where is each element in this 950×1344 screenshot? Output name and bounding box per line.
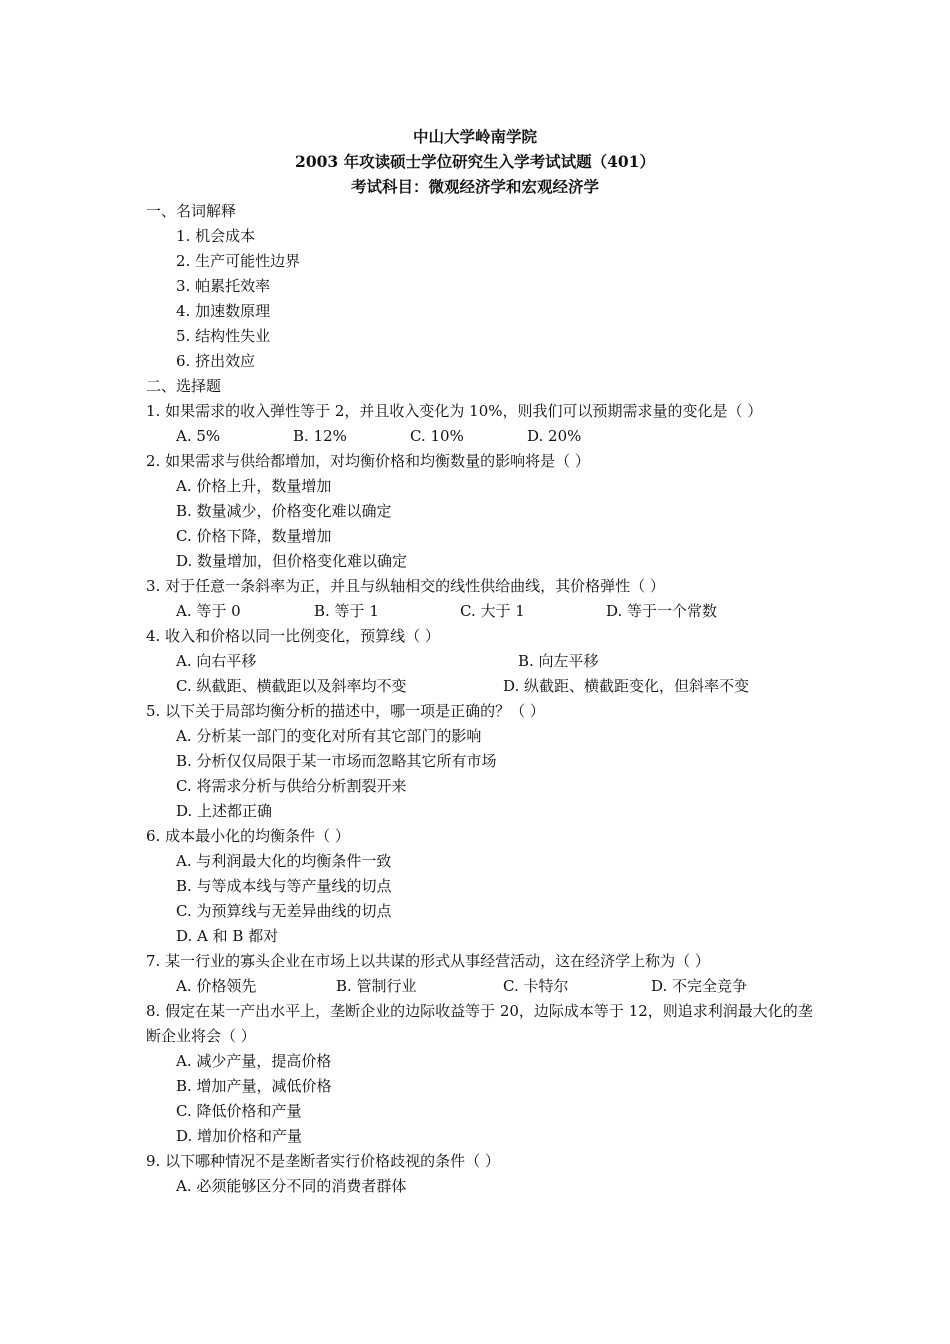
q2-option-d: D. 数量增加，但价格变化难以确定 <box>176 552 408 570</box>
q1-option-b: B. 12% <box>293 427 347 445</box>
q7-option-b: B. 管制行业 <box>336 977 417 995</box>
exam-title: 2003 年攻读硕士学位研究生入学考试试题（401） <box>295 152 655 171</box>
term-item: 3. 帕累托效率 <box>176 277 271 295</box>
q6-option-d: D. A 和 B 都对 <box>176 927 279 945</box>
question-9: 9. 以下哪种情况不是垄断者实行价格歧视的条件（ ） <box>146 1152 500 1170</box>
q5-option-d: D. 上述都正确 <box>176 802 273 820</box>
q5-option-a: A. 分析某一部门的变化对所有其它部门的影响 <box>176 727 482 745</box>
q7-option-d: D. 不完全竞争 <box>651 977 748 995</box>
question-4: 4. 收入和价格以同一比例变化，预算线（ ） <box>146 627 440 645</box>
question-8: 8. 假定在某一产出水平上，垄断企业的边际收益等于 20，边际成本等于 12，则追求利润最大化的垄断企业将会（ ） <box>146 1002 813 1045</box>
q5-option-c: C. 将需求分析与供给分析割裂开来 <box>176 777 407 795</box>
q8-option-d: D. 增加价格和产量 <box>176 1127 303 1145</box>
question-6: 6. 成本最小化的均衡条件（ ） <box>146 827 350 845</box>
q4-option-d: D. 纵截距、横截距变化，但斜率不变 <box>503 677 750 695</box>
q2-option-c: C. 价格下降，数量增加 <box>176 527 332 545</box>
q1-option-c: C. 10% <box>410 427 464 445</box>
q9-option-a: A. 必须能够区分不同的消费者群体 <box>176 1177 407 1195</box>
q4-options-row2 <box>146 674 826 699</box>
q4-option-c: C. 纵截距、横截距以及斜率均不变 <box>176 677 407 695</box>
section1-heading: 一、名词解释 <box>146 202 237 220</box>
question-7: 7. 某一行业的寡头企业在市场上以共谋的形式从事经营活动，这在经济学上称为（ ） <box>146 952 710 970</box>
q4-option-b: B. 向左平移 <box>518 652 599 670</box>
q7-option-c: C. 卡特尔 <box>503 977 569 995</box>
term-item: 4. 加速数原理 <box>176 302 271 320</box>
question-2: 2. 如果需求与供给都增加，对均衡价格和均衡数量的影响将是（ ） <box>146 452 590 470</box>
section2-heading: 二、选择题 <box>146 377 222 395</box>
q6-option-b: B. 与等成本线与等产量线的切点 <box>176 877 392 895</box>
q8-option-c: C. 降低价格和产量 <box>176 1102 302 1120</box>
q5-option-b: B. 分析仅仅局限于某一市场而忽略其它所有市场 <box>176 752 497 770</box>
q1-option-d: D. 20% <box>527 427 582 445</box>
term-item: 6. 挤出效应 <box>176 352 256 370</box>
q3-option-c: C. 大于 1 <box>460 602 525 620</box>
q3-options <box>146 599 826 624</box>
exam-content <box>146 199 826 1199</box>
question-5: 5. 以下关于局部均衡分析的描述中，哪一项是正确的？（ ） <box>146 702 545 720</box>
term-item: 1. 机会成本 <box>176 227 256 245</box>
exam-subject: 考试科目：微观经济学和宏观经济学 <box>350 177 599 196</box>
q7-options <box>146 974 826 999</box>
title-block <box>0 124 950 199</box>
question-1: 1. 如果需求的收入弹性等于 2，并且收入变化为 10%，则我们可以预期需求量的变化是（ ） <box>146 402 763 420</box>
q8-option-a: A. 减少产量，提高价格 <box>176 1052 332 1070</box>
q6-option-a: A. 与利润最大化的均衡条件一致 <box>176 852 392 870</box>
question-3: 3. 对于任意一条斜率为正，并且与纵轴相交的线性供给曲线，其价格弹性（ ） <box>146 577 665 595</box>
q3-option-a: A. 等于 0 <box>176 602 241 620</box>
q8-option-b: B. 增加产量，减低价格 <box>176 1077 332 1095</box>
q4-option-a: A. 向右平移 <box>176 652 257 670</box>
q1-options <box>146 424 826 449</box>
q4-options-row1 <box>146 649 826 674</box>
q3-option-b: B. 等于 1 <box>314 602 379 620</box>
term-item: 5. 结构性失业 <box>176 327 271 345</box>
q1-option-a: A. 5% <box>176 427 221 445</box>
q2-option-a: A. 价格上升，数量增加 <box>176 477 332 495</box>
q2-option-b: B. 数量减少，价格变化难以确定 <box>176 502 392 520</box>
q3-option-d: D. 等于一个常数 <box>606 602 718 620</box>
q6-option-c: C. 为预算线与无差异曲线的切点 <box>176 902 392 920</box>
q7-option-a: A. 价格领先 <box>176 977 257 995</box>
term-item: 2. 生产可能性边界 <box>176 252 301 270</box>
school-name: 中山大学岭南学院 <box>412 127 537 146</box>
